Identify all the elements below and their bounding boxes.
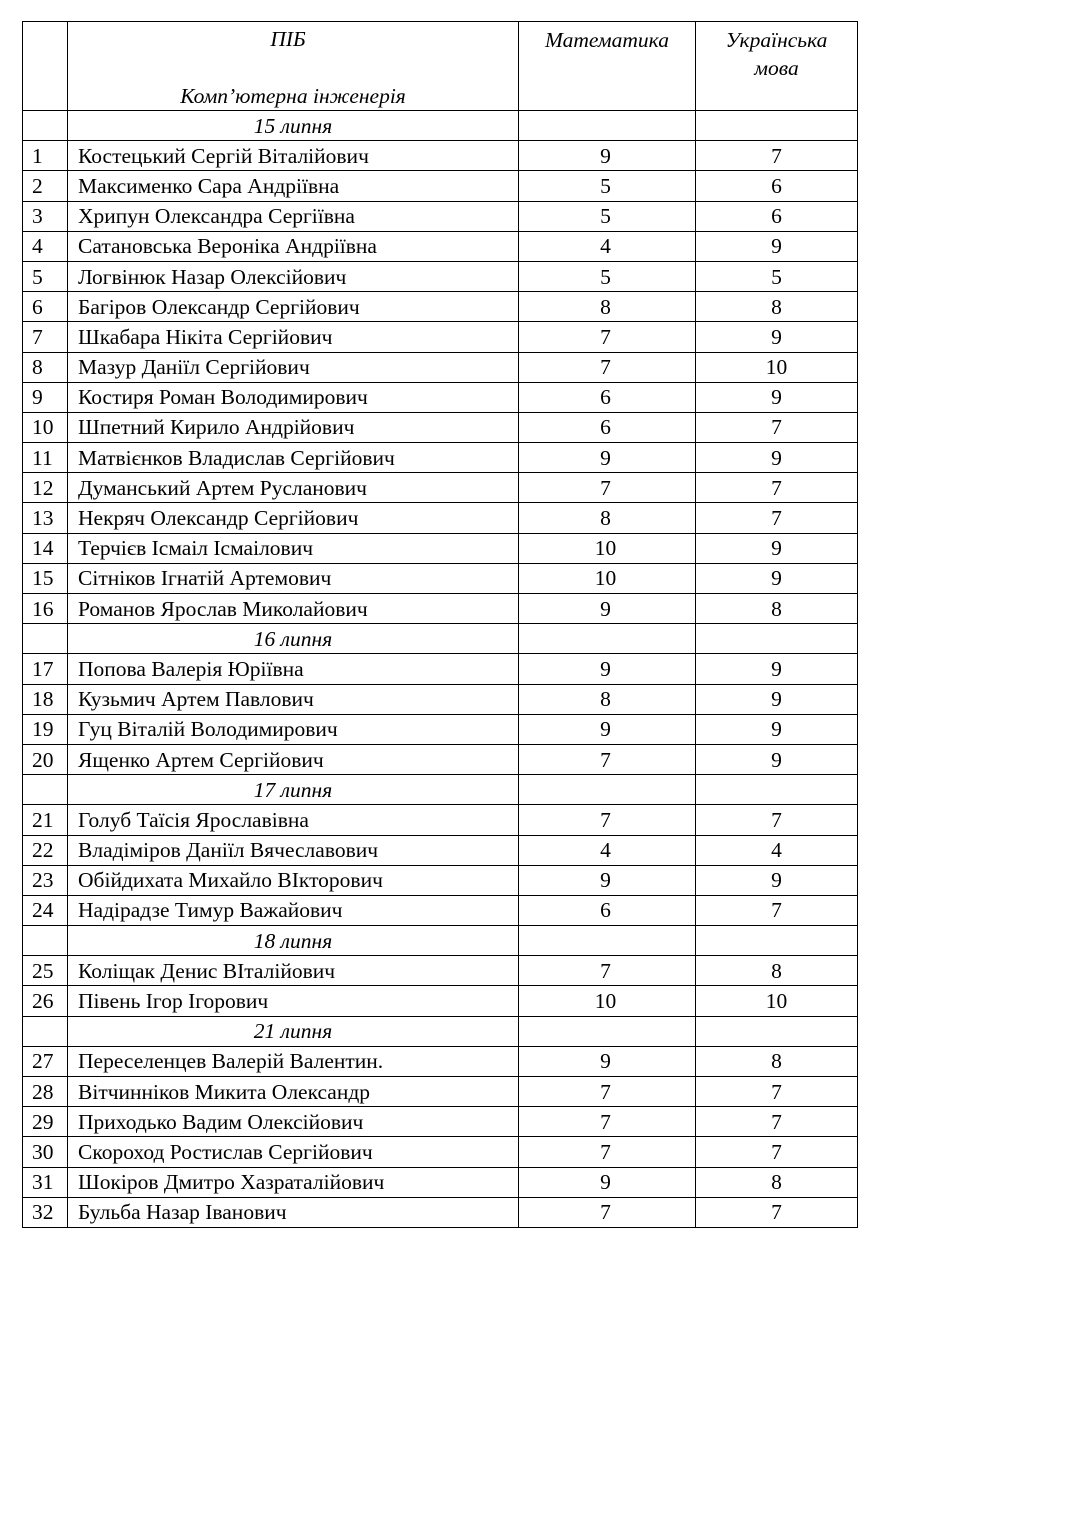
student-name: Коліщак Денис ВІталійович bbox=[68, 956, 519, 986]
math-score: 8 bbox=[519, 292, 696, 322]
ukr-score: 8 bbox=[696, 1167, 858, 1197]
header-ukr-label bbox=[696, 22, 857, 82]
ukr-score: 5 bbox=[696, 261, 858, 291]
table-row bbox=[23, 986, 858, 1016]
table-row bbox=[23, 1197, 858, 1227]
table-row bbox=[23, 322, 858, 352]
student-name: Гуц Віталій Володимирович bbox=[68, 714, 519, 744]
ukr-score: 7 bbox=[696, 1197, 858, 1227]
row-number: 1 bbox=[23, 141, 68, 171]
math-score: 9 bbox=[519, 1046, 696, 1076]
date-label: 15 липня bbox=[68, 111, 519, 141]
date-row-empty-cell bbox=[23, 926, 68, 956]
ukr-score: 4 bbox=[696, 835, 858, 865]
table-row bbox=[23, 261, 858, 291]
row-number: 5 bbox=[23, 261, 68, 291]
date-label: 17 липня bbox=[68, 775, 519, 805]
table-row bbox=[23, 292, 858, 322]
ukr-score: 6 bbox=[696, 171, 858, 201]
header-ukr-cell bbox=[696, 22, 858, 111]
ukr-score: 9 bbox=[696, 865, 858, 895]
date-label: 21 липня bbox=[68, 1016, 519, 1046]
table-row bbox=[23, 714, 858, 744]
math-score: 5 bbox=[519, 201, 696, 231]
table-row bbox=[23, 352, 858, 382]
header-number-cell bbox=[23, 22, 68, 111]
student-name: Кузьмич Артем Павлович bbox=[68, 684, 519, 714]
math-score: 8 bbox=[519, 503, 696, 533]
student-name: Логвінюк Назар Олексійович bbox=[68, 261, 519, 291]
row-number: 19 bbox=[23, 714, 68, 744]
ukr-score: 7 bbox=[696, 1077, 858, 1107]
student-name: Шпетний Кирило Андрійович bbox=[68, 412, 519, 442]
row-number: 13 bbox=[23, 503, 68, 533]
date-row-empty-cell bbox=[696, 926, 858, 956]
student-name: Переселенцев Валерій Валентин. bbox=[68, 1046, 519, 1076]
header-math-cell bbox=[519, 22, 696, 111]
row-number: 7 bbox=[23, 322, 68, 352]
table-header-row bbox=[23, 22, 858, 111]
header-name-cell bbox=[68, 22, 519, 111]
row-number: 15 bbox=[23, 563, 68, 593]
table-row bbox=[23, 865, 858, 895]
ukr-score: 9 bbox=[696, 654, 858, 684]
student-name: Костиря Роман Володимирович bbox=[68, 382, 519, 412]
date-label: 16 липня bbox=[68, 624, 519, 654]
row-number: 32 bbox=[23, 1197, 68, 1227]
table-row bbox=[23, 503, 858, 533]
row-number: 21 bbox=[23, 805, 68, 835]
math-score: 10 bbox=[519, 563, 696, 593]
ukr-score: 8 bbox=[696, 1046, 858, 1076]
ukr-score: 9 bbox=[696, 684, 858, 714]
ukr-score: 9 bbox=[696, 744, 858, 774]
date-row-empty-cell bbox=[23, 1016, 68, 1046]
row-number: 4 bbox=[23, 231, 68, 261]
date-row-empty-cell bbox=[696, 1016, 858, 1046]
ukr-score: 6 bbox=[696, 201, 858, 231]
ukr-score: 7 bbox=[696, 1107, 858, 1137]
ukr-score: 9 bbox=[696, 443, 858, 473]
header-ukr-line2: мова bbox=[754, 56, 799, 80]
row-number: 28 bbox=[23, 1077, 68, 1107]
row-number: 2 bbox=[23, 171, 68, 201]
ukr-score: 9 bbox=[696, 322, 858, 352]
ukr-score: 9 bbox=[696, 714, 858, 744]
table-row bbox=[23, 835, 858, 865]
student-name: Бульба Назар Іванович bbox=[68, 1197, 519, 1227]
date-group-row bbox=[23, 1016, 858, 1046]
ukr-score: 9 bbox=[696, 231, 858, 261]
table-row bbox=[23, 473, 858, 503]
math-score: 6 bbox=[519, 382, 696, 412]
student-name: Шокіров Дмитро Хазраталійович bbox=[68, 1167, 519, 1197]
results-sheet bbox=[22, 21, 858, 1228]
ukr-score: 7 bbox=[696, 412, 858, 442]
student-name: Шкабара Нікіта Сергійович bbox=[68, 322, 519, 352]
date-row-empty-cell bbox=[23, 775, 68, 805]
math-score: 7 bbox=[519, 1137, 696, 1167]
ukr-score: 10 bbox=[696, 352, 858, 382]
student-name: Багіров Олександр Сергійович bbox=[68, 292, 519, 322]
math-score: 7 bbox=[519, 322, 696, 352]
table-row bbox=[23, 684, 858, 714]
math-score: 9 bbox=[519, 141, 696, 171]
table-row bbox=[23, 895, 858, 925]
student-name: Приходько Вадим Олексійович bbox=[68, 1107, 519, 1137]
math-score: 9 bbox=[519, 714, 696, 744]
student-name: Максименко Сара Андріївна bbox=[68, 171, 519, 201]
math-score: 7 bbox=[519, 1077, 696, 1107]
row-number: 30 bbox=[23, 1137, 68, 1167]
student-name: Романов Ярослав Миколайович bbox=[68, 594, 519, 624]
table-row bbox=[23, 1137, 858, 1167]
table-row bbox=[23, 201, 858, 231]
row-number: 26 bbox=[23, 986, 68, 1016]
student-name: Владіміров Даніїл Вячеславович bbox=[68, 835, 519, 865]
row-number: 14 bbox=[23, 533, 68, 563]
student-name: Сітніков Ігнатій Артемович bbox=[68, 563, 519, 593]
math-score: 5 bbox=[519, 261, 696, 291]
ukr-score: 7 bbox=[696, 141, 858, 171]
row-number: 6 bbox=[23, 292, 68, 322]
math-score: 7 bbox=[519, 1107, 696, 1137]
date-row-empty-cell bbox=[519, 111, 696, 141]
math-score: 4 bbox=[519, 835, 696, 865]
math-score: 7 bbox=[519, 956, 696, 986]
ukr-score: 8 bbox=[696, 594, 858, 624]
header-pib-label: ПІБ bbox=[270, 27, 306, 51]
row-number: 10 bbox=[23, 412, 68, 442]
math-score: 9 bbox=[519, 654, 696, 684]
table-row bbox=[23, 382, 858, 412]
student-name: Мазур Даніїл Сергійович bbox=[68, 352, 519, 382]
ukr-score: 7 bbox=[696, 805, 858, 835]
student-name: Некряч Олександр Сергійович bbox=[68, 503, 519, 533]
row-number: 23 bbox=[23, 865, 68, 895]
table-row bbox=[23, 1077, 858, 1107]
date-group-row bbox=[23, 926, 858, 956]
student-name: Матвієнков Владислав Сергійович bbox=[68, 443, 519, 473]
date-row-empty-cell bbox=[519, 1016, 696, 1046]
row-number: 17 bbox=[23, 654, 68, 684]
math-score: 10 bbox=[519, 986, 696, 1016]
table-row bbox=[23, 443, 858, 473]
table-row bbox=[23, 412, 858, 442]
math-score: 8 bbox=[519, 684, 696, 714]
row-number: 8 bbox=[23, 352, 68, 382]
table-row bbox=[23, 231, 858, 261]
math-score: 5 bbox=[519, 171, 696, 201]
table-row bbox=[23, 654, 858, 684]
row-number: 25 bbox=[23, 956, 68, 986]
ukr-score: 7 bbox=[696, 895, 858, 925]
ukr-score: 7 bbox=[696, 473, 858, 503]
row-number: 31 bbox=[23, 1167, 68, 1197]
table-row bbox=[23, 1046, 858, 1076]
table-row bbox=[23, 563, 858, 593]
row-number: 27 bbox=[23, 1046, 68, 1076]
math-score: 7 bbox=[519, 1197, 696, 1227]
row-number: 20 bbox=[23, 744, 68, 774]
math-score: 9 bbox=[519, 594, 696, 624]
table-row bbox=[23, 533, 858, 563]
header-ukr-line1: Українська bbox=[725, 28, 828, 52]
date-row-empty-cell bbox=[23, 624, 68, 654]
ukr-score: 7 bbox=[696, 1137, 858, 1167]
row-number: 9 bbox=[23, 382, 68, 412]
math-score: 4 bbox=[519, 231, 696, 261]
student-name: Думанський Артем Русланович bbox=[68, 473, 519, 503]
math-score: 9 bbox=[519, 1167, 696, 1197]
row-number: 16 bbox=[23, 594, 68, 624]
header-math-label: Математика bbox=[545, 28, 669, 52]
date-row-empty-cell bbox=[519, 624, 696, 654]
table-row bbox=[23, 1107, 858, 1137]
ukr-score: 9 bbox=[696, 563, 858, 593]
row-number: 18 bbox=[23, 684, 68, 714]
table-row bbox=[23, 956, 858, 986]
math-score: 7 bbox=[519, 805, 696, 835]
row-number: 29 bbox=[23, 1107, 68, 1137]
student-name: Попова Валерія Юріївна bbox=[68, 654, 519, 684]
header-specialty-label: Комп’ютерна інженерія bbox=[180, 84, 406, 108]
date-group-row bbox=[23, 111, 858, 141]
student-name: Вітчинніков Микита Олександр bbox=[68, 1077, 519, 1107]
math-score: 7 bbox=[519, 744, 696, 774]
ukr-score: 8 bbox=[696, 956, 858, 986]
student-name: Ященко Артем Сергійович bbox=[68, 744, 519, 774]
table-row bbox=[23, 744, 858, 774]
student-name: Голуб Таїсія Ярославівна bbox=[68, 805, 519, 835]
ukr-score: 7 bbox=[696, 503, 858, 533]
row-number: 24 bbox=[23, 895, 68, 925]
date-row-empty-cell bbox=[696, 624, 858, 654]
math-score: 7 bbox=[519, 473, 696, 503]
student-name: Сатановська Вероніка Андріївна bbox=[68, 231, 519, 261]
table-row bbox=[23, 1167, 858, 1197]
results-table bbox=[22, 21, 858, 1228]
date-row-empty-cell bbox=[23, 111, 68, 141]
date-group-row bbox=[23, 775, 858, 805]
student-name: Скороход Ростислав Сергійович bbox=[68, 1137, 519, 1167]
math-score: 9 bbox=[519, 443, 696, 473]
math-score: 7 bbox=[519, 352, 696, 382]
student-name: Надірадзе Тимур Важайович bbox=[68, 895, 519, 925]
math-score: 10 bbox=[519, 533, 696, 563]
ukr-score: 9 bbox=[696, 533, 858, 563]
table-row bbox=[23, 171, 858, 201]
math-score: 6 bbox=[519, 895, 696, 925]
ukr-score: 8 bbox=[696, 292, 858, 322]
student-name: Терчієв Ісмаіл Ісмаілович bbox=[68, 533, 519, 563]
date-group-row bbox=[23, 624, 858, 654]
table-row bbox=[23, 805, 858, 835]
row-number: 12 bbox=[23, 473, 68, 503]
student-name: Хрипун Олександра Сергіївна bbox=[68, 201, 519, 231]
date-row-empty-cell bbox=[519, 926, 696, 956]
date-row-empty-cell bbox=[519, 775, 696, 805]
date-label: 18 липня bbox=[68, 926, 519, 956]
table-body bbox=[23, 111, 858, 1228]
math-score: 6 bbox=[519, 412, 696, 442]
table-row bbox=[23, 141, 858, 171]
row-number: 3 bbox=[23, 201, 68, 231]
math-score: 9 bbox=[519, 865, 696, 895]
date-row-empty-cell bbox=[696, 775, 858, 805]
ukr-score: 10 bbox=[696, 986, 858, 1016]
date-row-empty-cell bbox=[696, 111, 858, 141]
row-number: 11 bbox=[23, 443, 68, 473]
student-name: Костецький Сергій Віталійович bbox=[68, 141, 519, 171]
row-number: 22 bbox=[23, 835, 68, 865]
table-row bbox=[23, 594, 858, 624]
student-name: Обійдихата Михайло ВІкторович bbox=[68, 865, 519, 895]
ukr-score: 9 bbox=[696, 382, 858, 412]
student-name: Півень Ігор Ігорович bbox=[68, 986, 519, 1016]
